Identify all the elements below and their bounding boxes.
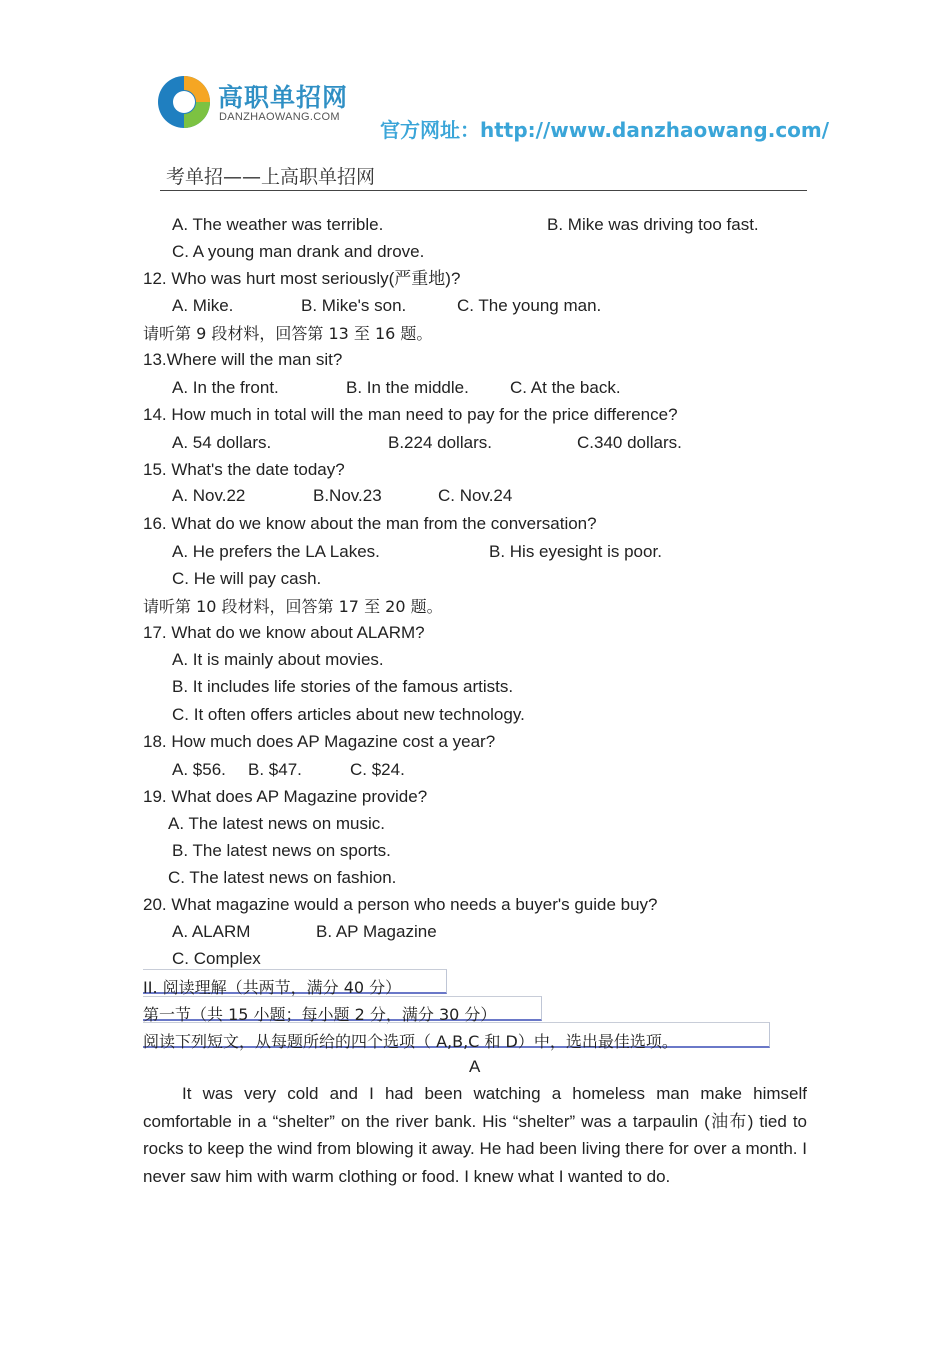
option-line: B. Mike was driving too fast.	[547, 215, 759, 234]
option-line: C. The latest news on fashion.	[168, 868, 397, 887]
question-18: 18. How much does AP Magazine cost a year?	[143, 732, 496, 751]
header-slogan: 考单招——上高职单招网	[166, 166, 376, 188]
option-line: B. Mike's son.	[301, 296, 407, 315]
option-line: A. ALARM	[172, 922, 251, 941]
option-line: B. His eyesight is poor.	[489, 542, 662, 561]
option-line: A. 54 dollars.	[172, 433, 272, 452]
site-url-link[interactable]: 官方网址：http://www.danzhaowang.com/	[380, 118, 830, 142]
option-line: B. The latest news on sports.	[172, 841, 391, 860]
option-line: A. The latest news on music.	[168, 814, 386, 833]
passage-letter: A	[469, 1057, 481, 1076]
option-line: C. At the back.	[510, 378, 621, 397]
option-line: A. Nov.22	[172, 486, 246, 505]
question-16: 16. What do we know about the man from the conversation?	[143, 514, 597, 533]
section-instruction: 请听第 10 段材料，回答第 17 至 20 题。	[143, 597, 443, 616]
section-instruction: 请听第 9 段材料，回答第 13 至 16 题。	[143, 324, 433, 343]
option-line: C. $24.	[350, 760, 405, 779]
question-15: 15. What's the date today?	[143, 460, 345, 479]
part2-heading: II. 阅读理解（共两节，满分 40 分）	[143, 978, 402, 997]
question-12: 12. Who was hurt most seriously(严重地)?	[143, 269, 461, 288]
option-line: A. In the front.	[172, 378, 279, 397]
question-20: 20. What magazine would a person who needs a buyer's guide buy?	[143, 895, 658, 914]
reading-instruction: 阅读下列短文，从每题所给的四个选项（ A,B,C 和 D）中，选出最佳选项。	[143, 1032, 678, 1051]
option-line: C. It often offers articles about new technology.	[172, 705, 525, 724]
question-17: 17. What do we know about ALARM?	[143, 623, 425, 642]
option-line: C. The young man.	[457, 296, 602, 315]
option-line: C. Nov.24	[438, 486, 513, 505]
question-19: 19. What does AP Magazine provide?	[143, 787, 428, 806]
logo-text-en: DANZHAOWANG.COM	[219, 111, 340, 123]
option-line: A. He prefers the LA Lakes.	[172, 542, 380, 561]
option-line: B. In the middle.	[346, 378, 469, 397]
option-line: B. $47.	[248, 760, 302, 779]
option-line: A. Mike.	[172, 296, 234, 315]
option-line: A. It is mainly about movies.	[172, 650, 384, 669]
option-line: A. $56.	[172, 760, 226, 779]
question-14: 14. How much in total will the man need to pay for the price difference?	[143, 405, 678, 424]
option-line: B.Nov.23	[313, 486, 382, 505]
option-line: C. He will pay cash.	[172, 569, 322, 588]
option-line: B.224 dollars.	[388, 433, 492, 452]
option-line: B. AP Magazine	[316, 922, 437, 941]
site-logo-icon	[156, 74, 212, 130]
header-divider	[160, 190, 807, 191]
passage-text: It was very cold and I had been watching a homeless man make himself comfortable in a “shelter” on the river bank. His “shelter” was a tarpaulin (油布) tied to rocks to keep the wind from blowing it away. He had been living there for over a month. I never saw him with warm clothing or food. I knew what I wanted to do.	[143, 1084, 807, 1186]
option-line: B. It includes life stories of the famous artists.	[172, 677, 514, 696]
option-line: A. The weather was terrible.	[172, 215, 384, 234]
section1-heading: 第一节（共 15 小题；每小题 2 分，满分 30 分）	[143, 1005, 497, 1024]
logo-text-cn: 高职单招网	[218, 83, 349, 112]
option-line: C. A young man drank and drove.	[172, 242, 425, 261]
option-line: C.340 dollars.	[577, 433, 682, 452]
question-13: 13.Where will the man sit?	[143, 350, 343, 369]
option-line: C. Complex	[172, 949, 261, 968]
